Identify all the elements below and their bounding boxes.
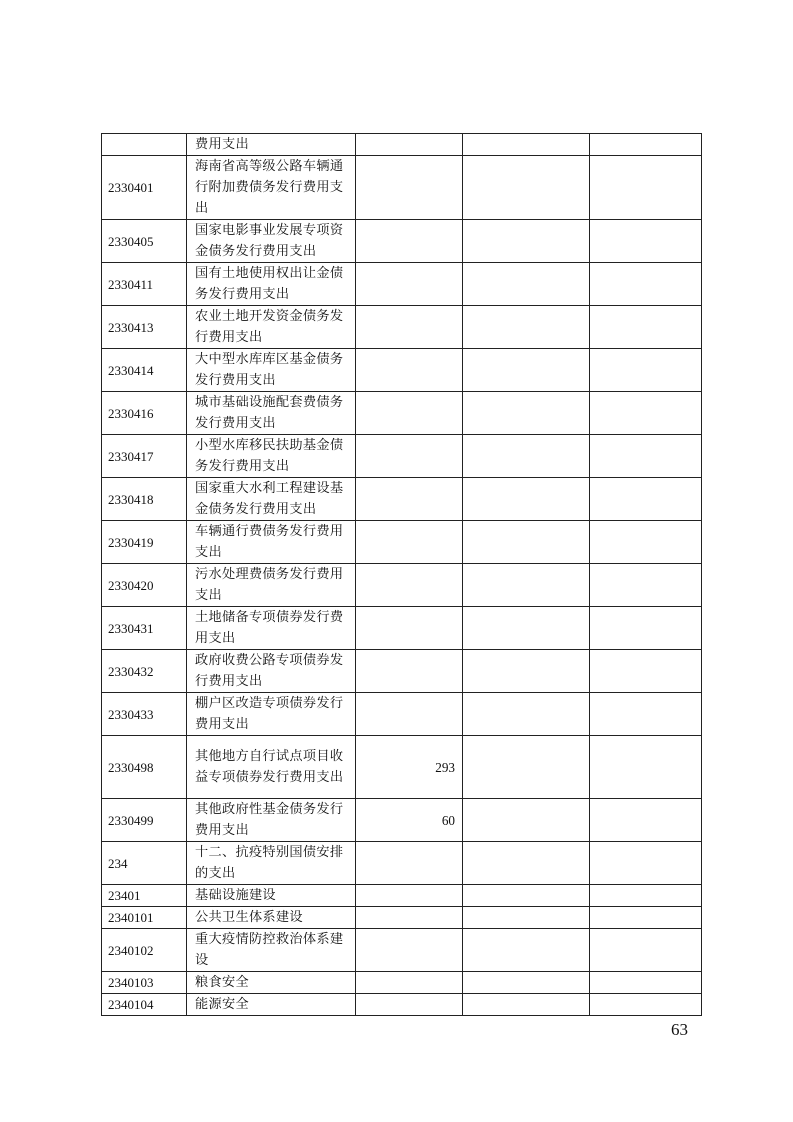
value-cell <box>463 263 590 306</box>
item-name-cell: 小型水库移民扶助基金债务发行费用支出 <box>187 435 356 478</box>
amount-cell <box>356 435 463 478</box>
item-code-cell: 2330413 <box>102 306 187 349</box>
amount-cell <box>356 693 463 736</box>
item-name-cell: 基础设施建设 <box>187 885 356 907</box>
value-cell <box>463 907 590 929</box>
item-code-cell: 2330416 <box>102 392 187 435</box>
item-code-cell: 2340104 <box>102 994 187 1016</box>
item-code-cell: 2340103 <box>102 972 187 994</box>
value-cell <box>590 220 702 263</box>
item-code-cell: 2330432 <box>102 650 187 693</box>
value-cell <box>590 521 702 564</box>
item-name-cell: 农业土地开发资金债务发行费用支出 <box>187 306 356 349</box>
value-cell <box>463 929 590 972</box>
value-cell <box>590 885 702 907</box>
value-cell <box>590 134 702 156</box>
table-row <box>102 842 702 885</box>
table-row <box>102 972 702 994</box>
value-cell <box>463 564 590 607</box>
item-name-cell: 棚户区改造专项债券发行费用支出 <box>187 693 356 736</box>
table-body <box>102 134 702 1016</box>
amount-cell <box>356 349 463 392</box>
item-code-cell: 2330420 <box>102 564 187 607</box>
amount-cell <box>356 156 463 220</box>
value-cell <box>590 478 702 521</box>
item-code-cell <box>102 134 187 156</box>
table-row <box>102 478 702 521</box>
table-row <box>102 607 702 650</box>
table-row <box>102 392 702 435</box>
value-cell <box>463 650 590 693</box>
value-cell <box>463 994 590 1016</box>
amount-cell <box>356 564 463 607</box>
value-cell <box>463 885 590 907</box>
value-cell <box>590 693 702 736</box>
value-cell <box>590 799 702 842</box>
item-code-cell: 2330499 <box>102 799 187 842</box>
amount-cell <box>356 842 463 885</box>
amount-cell <box>356 907 463 929</box>
value-cell <box>590 392 702 435</box>
item-name-cell: 其他地方自行试点项目收益专项债券发行费用支出 <box>187 736 356 799</box>
item-name-cell: 土地储备专项债券发行费用支出 <box>187 607 356 650</box>
item-name-cell: 大中型水库库区基金债务发行费用支出 <box>187 349 356 392</box>
item-code-cell: 2330405 <box>102 220 187 263</box>
item-code-cell: 234 <box>102 842 187 885</box>
table-row <box>102 306 702 349</box>
item-name-cell: 车辆通行费债务发行费用支出 <box>187 521 356 564</box>
table-row <box>102 650 702 693</box>
value-cell <box>463 220 590 263</box>
amount-cell <box>356 263 463 306</box>
value-cell <box>463 349 590 392</box>
value-cell <box>463 392 590 435</box>
value-cell <box>590 929 702 972</box>
value-cell <box>463 842 590 885</box>
amount-cell <box>356 521 463 564</box>
value-cell <box>590 306 702 349</box>
table-row <box>102 564 702 607</box>
value-cell <box>590 564 702 607</box>
value-cell <box>590 607 702 650</box>
table-row <box>102 435 702 478</box>
value-cell <box>590 349 702 392</box>
table-row <box>102 907 702 929</box>
item-code-cell: 2330411 <box>102 263 187 306</box>
item-name-cell: 污水处理费债务发行费用支出 <box>187 564 356 607</box>
value-cell <box>590 842 702 885</box>
page-number: 63 <box>671 1020 688 1039</box>
amount-cell <box>356 929 463 972</box>
item-name-cell: 国家重大水利工程建设基金债务发行费用支出 <box>187 478 356 521</box>
table-row <box>102 156 702 220</box>
table-row <box>102 799 702 842</box>
table-row <box>102 134 702 156</box>
item-name-cell: 费用支出 <box>187 134 356 156</box>
amount-cell: 60 <box>356 799 463 842</box>
table-row <box>102 693 702 736</box>
item-name-cell: 重大疫情防控救治体系建设 <box>187 929 356 972</box>
item-code-cell: 2330419 <box>102 521 187 564</box>
value-cell <box>463 799 590 842</box>
item-code-cell: 2330418 <box>102 478 187 521</box>
value-cell <box>463 972 590 994</box>
amount-cell <box>356 220 463 263</box>
value-cell <box>463 607 590 650</box>
item-name-cell: 十二、抗疫特别国债安排的支出 <box>187 842 356 885</box>
amount-cell <box>356 885 463 907</box>
item-name-cell: 海南省高等级公路车辆通行附加费债务发行费用支出 <box>187 156 356 220</box>
item-code-cell: 23401 <box>102 885 187 907</box>
expenditure-table <box>101 133 702 1016</box>
item-name-cell: 公共卫生体系建设 <box>187 907 356 929</box>
value-cell <box>463 478 590 521</box>
value-cell <box>590 650 702 693</box>
amount-cell <box>356 478 463 521</box>
item-name-cell: 其他政府性基金债务发行费用支出 <box>187 799 356 842</box>
item-code-cell: 2330433 <box>102 693 187 736</box>
table-row <box>102 885 702 907</box>
amount-cell <box>356 994 463 1016</box>
value-cell <box>590 994 702 1016</box>
item-name-cell: 政府收费公路专项债券发行费用支出 <box>187 650 356 693</box>
value-cell <box>463 134 590 156</box>
value-cell <box>463 736 590 799</box>
value-cell <box>590 736 702 799</box>
amount-cell <box>356 607 463 650</box>
amount-cell <box>356 134 463 156</box>
value-cell <box>463 693 590 736</box>
amount-cell <box>356 392 463 435</box>
value-cell <box>463 521 590 564</box>
amount-cell <box>356 306 463 349</box>
item-code-cell: 2340102 <box>102 929 187 972</box>
item-code-cell: 2330498 <box>102 736 187 799</box>
value-cell <box>590 263 702 306</box>
item-name-cell: 能源安全 <box>187 994 356 1016</box>
item-code-cell: 2330414 <box>102 349 187 392</box>
value-cell <box>590 156 702 220</box>
table-row <box>102 263 702 306</box>
item-code-cell: 2330401 <box>102 156 187 220</box>
table-row <box>102 929 702 972</box>
amount-cell <box>356 650 463 693</box>
item-name-cell: 粮食安全 <box>187 972 356 994</box>
table-row <box>102 994 702 1016</box>
item-name-cell: 城市基础设施配套费债务发行费用支出 <box>187 392 356 435</box>
value-cell <box>463 435 590 478</box>
item-code-cell: 2330431 <box>102 607 187 650</box>
value-cell <box>590 907 702 929</box>
item-name-cell: 国有土地使用权出让金债务发行费用支出 <box>187 263 356 306</box>
value-cell <box>463 156 590 220</box>
amount-cell <box>356 972 463 994</box>
value-cell <box>590 435 702 478</box>
item-name-cell: 国家电影事业发展专项资金债务发行费用支出 <box>187 220 356 263</box>
table-row <box>102 220 702 263</box>
table-row <box>102 521 702 564</box>
amount-cell: 293 <box>356 736 463 799</box>
table-row <box>102 349 702 392</box>
value-cell <box>590 972 702 994</box>
item-code-cell: 2340101 <box>102 907 187 929</box>
item-code-cell: 2330417 <box>102 435 187 478</box>
table-row <box>102 736 702 799</box>
value-cell <box>463 306 590 349</box>
